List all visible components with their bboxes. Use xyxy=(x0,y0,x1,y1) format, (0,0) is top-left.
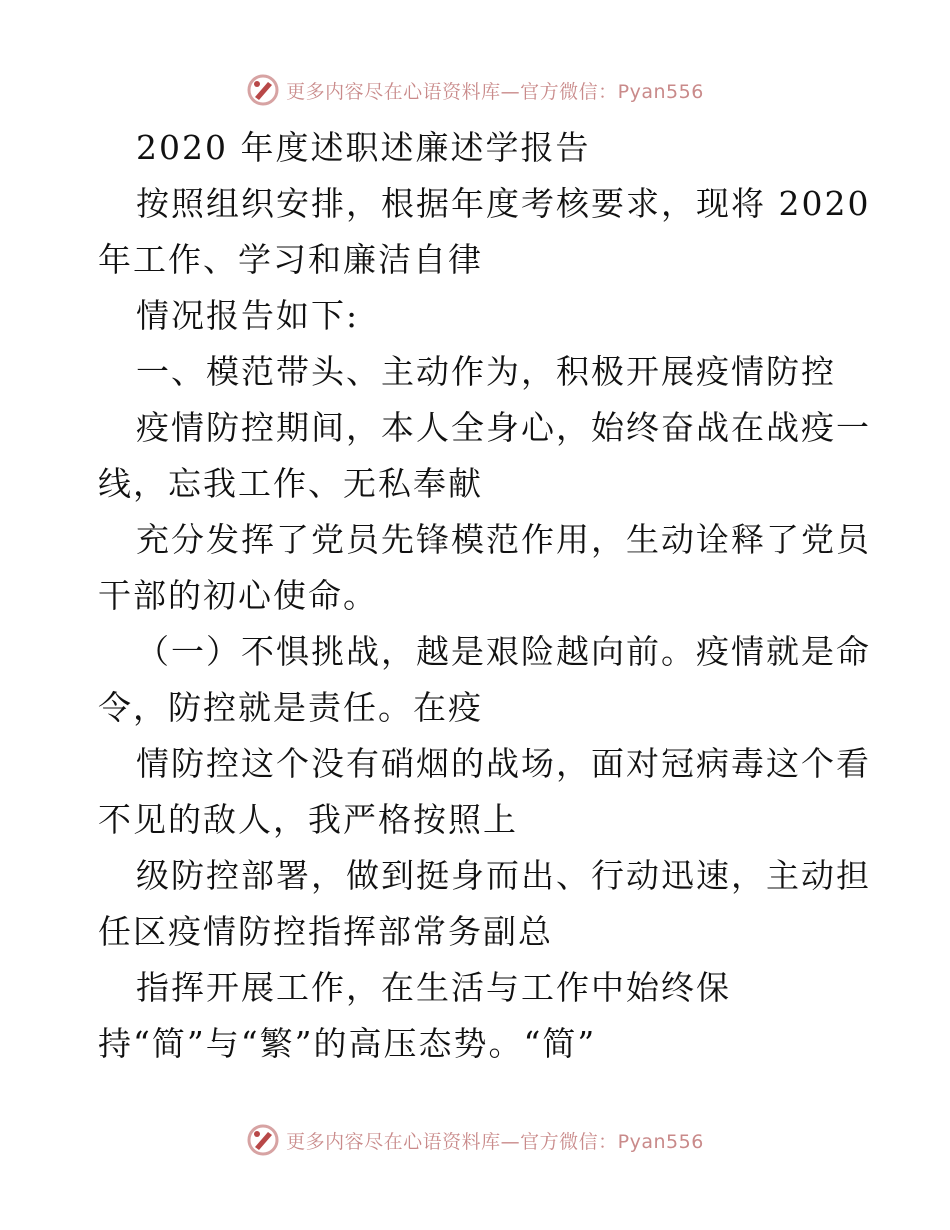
subsection-line: （一）不惧挑战，越是艰险越向前。疫情就是命 xyxy=(136,632,871,671)
paragraph-line: 持“简”与“繁”的高压态势。“简” xyxy=(98,1024,597,1063)
document-title: 2020 年度述职述廉述学报告 xyxy=(136,128,591,167)
paragraph-line: 指挥开展工作，在生活与工作中始终保 xyxy=(136,968,731,1007)
paragraph-line: 级防控部署，做到挺身而出、行动迅速，主动担 xyxy=(136,856,871,895)
paragraph-line: 充分发挥了党员先锋模范作用，生动诠释了党员 xyxy=(136,520,871,559)
paragraph-line: 令，防控就是责任。在疫 xyxy=(98,688,483,727)
paragraph-line: 干部的初心使命。 xyxy=(98,576,378,615)
document-body xyxy=(98,120,871,1072)
watermark-text: 更多内容尽在心语资料库—官方微信：Pyan556 xyxy=(286,1130,704,1153)
paragraph-line: 线，忘我工作、无私奉献 xyxy=(98,464,483,503)
section-heading: 一、模范带头、主动作为，积极开展疫情防控 xyxy=(136,352,836,391)
paragraph-line: 年工作、学习和廉洁自律 xyxy=(98,240,483,279)
paragraph-line: 不见的敌人，我严格按照上 xyxy=(98,800,518,839)
brand-logo-icon xyxy=(246,1123,280,1157)
brand-logo-icon xyxy=(246,73,280,107)
paragraph-line: 任区疫情防控指挥部常务副总 xyxy=(98,912,553,951)
footer-watermark xyxy=(0,1120,950,1160)
paragraph-line: 情况报告如下: xyxy=(136,296,360,335)
paragraph-line: 情防控这个没有硝烟的战场，面对冠病毒这个看 xyxy=(136,744,871,783)
watermark-text: 更多内容尽在心语资料库—官方微信：Pyan556 xyxy=(286,80,704,103)
paragraph-line: 疫情防控期间，本人全身心，始终奋战在战疫一 xyxy=(136,408,871,447)
paragraph-line: 按照组织安排，根据年度考核要求，现将 2020 xyxy=(136,184,871,223)
header-watermark xyxy=(0,70,950,110)
